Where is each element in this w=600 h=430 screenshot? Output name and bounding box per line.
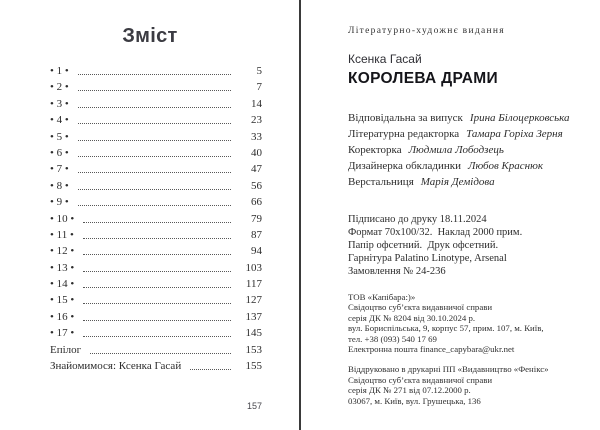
toc-entry-label: • 2 • (50, 81, 69, 94)
toc-entry (50, 211, 262, 227)
toc-entry-label: • 13 • (50, 261, 75, 274)
dotted-leader (90, 353, 231, 354)
toc-entry-label: • 7 • (50, 163, 69, 176)
toc-entry-label: • 11 • (50, 228, 74, 241)
toc-entry-page: 87 (251, 228, 262, 241)
credit-name: Марія Демідова (420, 176, 495, 188)
toc-entry (50, 243, 262, 259)
toc-entry-page: 137 (245, 310, 262, 323)
dotted-leader (78, 107, 231, 108)
publisher-line: тел. +38 (093) 540 17 69 (348, 333, 437, 344)
dotted-leader (78, 123, 231, 124)
publisher-line: ТОВ «Капібара:)» (348, 292, 416, 302)
toc-entry-page: 103 (245, 261, 262, 274)
toc-entry (50, 342, 262, 358)
credit-name: Людмила Лободзець (408, 144, 504, 156)
toc-entry-label: Знайомимося: Ксенка Гасай (50, 360, 182, 373)
credit-row (348, 142, 586, 158)
dotted-leader (78, 90, 231, 91)
dotted-leader (83, 287, 231, 288)
toc-entry-page: 155 (245, 360, 262, 373)
print-info-line: Формат 70x100/32. Наклад 2000 прим. (348, 227, 523, 238)
publisher-line: вул. Бориспільська, 9, корпус 57, прим. 107, м. Київ, (348, 323, 544, 334)
colophon-page (300, 0, 600, 430)
toc-entry-label: • 5 • (50, 130, 69, 143)
dotted-leader (83, 271, 231, 272)
author-name: Ксенка Гасай (348, 52, 422, 66)
credit-role: Коректорка (348, 144, 402, 156)
printer-line: 03067, м. Київ, вул. Грушецька, 136 (348, 395, 481, 406)
dotted-leader (78, 140, 231, 141)
dotted-leader (78, 205, 231, 206)
book-title: КОРОЛЕВА ДРАМИ (348, 70, 498, 87)
publisher-block (348, 292, 586, 354)
toc-entry (50, 161, 262, 177)
publisher-line: Свідоцтво суб’єкта видавничої справи (348, 302, 493, 313)
toc-entry-page: 153 (245, 343, 262, 356)
toc-entry-label: • 14 • (50, 278, 75, 291)
toc-entry (50, 194, 262, 210)
printer-line: Свідоцтво суб’єкта видавничої справи (348, 374, 493, 385)
dotted-leader (78, 156, 231, 157)
toc-entry-label: Епілог (50, 343, 82, 356)
toc-entry-page: 117 (245, 278, 262, 291)
credit-role: Відповідальна за випуск (348, 112, 463, 124)
toc-entry-page: 145 (245, 327, 262, 340)
toc-entry (50, 178, 262, 194)
page-gutter-divider (299, 0, 301, 430)
toc-title: Зміст (122, 25, 178, 47)
credit-role: Дизайнерка обкладинки (348, 160, 461, 172)
credit-name: Тамара Горіха Зерня (466, 128, 563, 140)
dotted-leader (78, 74, 231, 75)
credit-row (348, 158, 586, 174)
dotted-leader (78, 172, 231, 173)
toc-entry (50, 96, 262, 112)
print-info-line: Підписано до друку 18.11.2024 (348, 214, 487, 225)
dotted-leader (78, 189, 231, 190)
printer-line: Віддруковано в друкарні ПП «Видавництво «Фенікс» (348, 364, 549, 375)
print-info-line: Папір офсетний. Друк офсетний. (348, 240, 499, 251)
toc-entry-label: • 3 • (50, 97, 69, 110)
credit-row (348, 110, 586, 126)
toc-entry-label: • 4 • (50, 114, 69, 127)
toc-entry-page: 79 (251, 212, 262, 225)
toc-entry-page: 47 (251, 163, 262, 176)
toc-entry-label: • 8 • (50, 179, 69, 192)
toc-entry-label: • 6 • (50, 146, 69, 159)
dotted-leader (83, 254, 231, 255)
dotted-leader (83, 238, 231, 239)
toc-entry-page: 14 (251, 97, 262, 110)
toc-entry-page: 56 (251, 179, 262, 192)
toc-entry (50, 309, 262, 325)
print-info-block (348, 213, 586, 278)
toc-entry-page: 7 (256, 81, 262, 94)
printer-line: серія ДК № 271 від 07.12.2000 р. (348, 385, 471, 396)
toc-entry (50, 112, 262, 128)
toc-list (50, 63, 262, 374)
toc-entry (50, 145, 262, 161)
credit-name: Ірина Білоцерковська (469, 112, 570, 124)
credit-name: Любов Краснюк (468, 160, 544, 172)
toc-entry-page: 127 (245, 294, 262, 307)
toc-entry (50, 63, 262, 79)
toc-entry (50, 276, 262, 292)
toc-entry-page: 66 (251, 196, 262, 209)
toc-entry-label: • 12 • (50, 245, 75, 258)
page-number: 157 (246, 401, 262, 411)
toc-entry (50, 358, 262, 374)
credit-role: Літературна редакторка (348, 128, 460, 140)
dotted-leader (83, 320, 231, 321)
publisher-line: Електронна пошта finance_capybara@ukr.net (348, 344, 515, 355)
toc-entry (50, 129, 262, 145)
toc-entry-page: 33 (251, 130, 262, 143)
printer-block (348, 364, 586, 406)
toc-entry-label: • 17 • (50, 327, 75, 340)
toc-entry-label: • 16 • (50, 310, 75, 323)
dotted-leader (83, 303, 231, 304)
toc-entry (50, 260, 262, 276)
dotted-leader (190, 369, 231, 370)
edition-note: Літературно-художнє видання (348, 26, 505, 36)
dotted-leader (83, 336, 231, 337)
print-info-line: Гарнітура Palatino Linotype, Arsenal (348, 253, 507, 264)
toc-entry (50, 325, 262, 341)
toc-entry (50, 292, 262, 308)
toc-entry-label: • 15 • (50, 294, 75, 307)
dotted-leader (83, 222, 231, 223)
toc-entry (50, 227, 262, 243)
credit-row (348, 126, 586, 142)
credits-list (348, 110, 586, 190)
toc-entry-label: • 1 • (50, 65, 69, 77)
toc-entry-page: 5 (256, 65, 262, 77)
toc-entry-page: 40 (251, 146, 262, 159)
toc-entry (50, 79, 262, 95)
toc-entry-label: • 9 • (50, 196, 69, 209)
toc-entry-page: 23 (251, 114, 262, 127)
toc-entry-page: 94 (251, 245, 262, 258)
toc-entry-label: • 10 • (50, 212, 75, 225)
credit-row (348, 174, 586, 190)
print-info-line: Замовлення № 24-236 (348, 266, 446, 277)
credit-role: Верстальниця (348, 176, 414, 188)
publisher-line: серія ДК № 8204 від 30.10.2024 р. (348, 312, 476, 323)
